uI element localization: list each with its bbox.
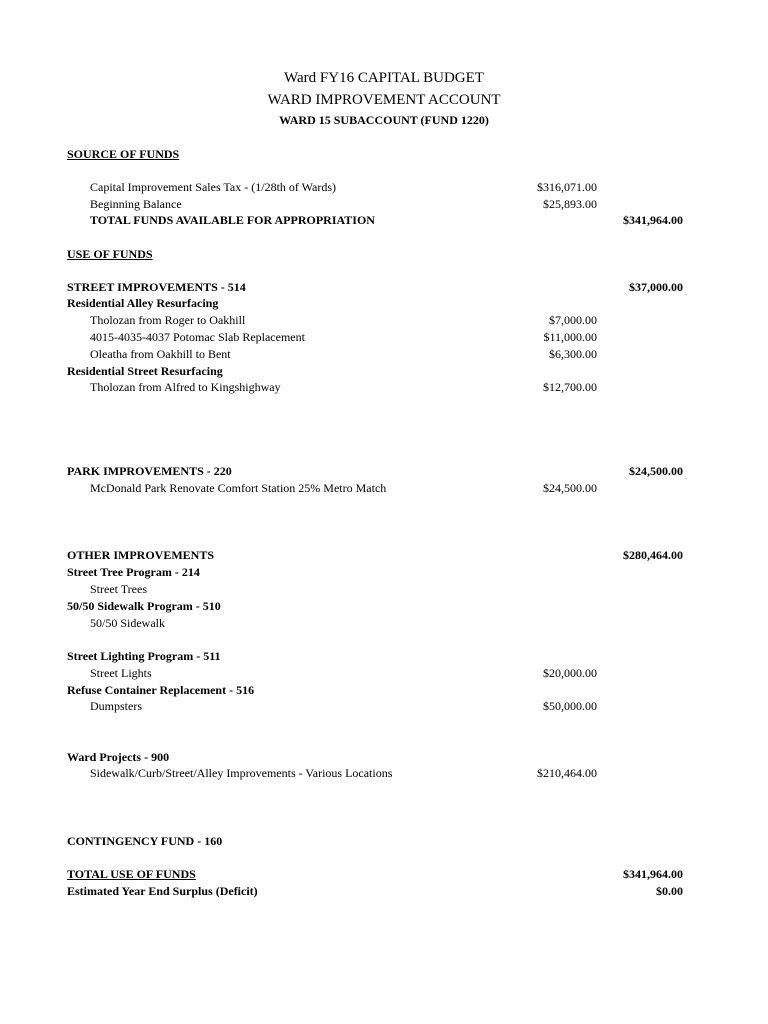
line-item-label: Tholozan from Alfred to Kingshighway bbox=[90, 380, 281, 394]
document-subtitle: WARD IMPROVEMENT ACCOUNT bbox=[267, 92, 501, 108]
line-item-label: Dumpsters bbox=[90, 699, 142, 713]
line-item-label: Street Lights bbox=[90, 666, 152, 680]
line-item-amount: $7,000.00 bbox=[549, 313, 597, 327]
refuse-program-row bbox=[0, 682, 768, 698]
document-title: Ward FY16 CAPITAL BUDGET bbox=[284, 70, 484, 86]
line-item bbox=[0, 765, 768, 781]
alley-resurfacing-heading: Residential Alley Resurfacing bbox=[67, 296, 219, 310]
source-row bbox=[0, 179, 768, 195]
line-item bbox=[0, 665, 768, 681]
park-improvements-row bbox=[0, 463, 768, 479]
line-item-amount: $20,000.00 bbox=[543, 666, 597, 680]
ward-projects-row bbox=[0, 749, 768, 765]
line-item-label: Street Trees bbox=[90, 582, 147, 596]
other-improvements-row bbox=[0, 547, 768, 563]
line-item-label: McDonald Park Renovate Comfort Station 25% Metro Match bbox=[90, 481, 387, 495]
source-row bbox=[0, 196, 768, 212]
line-item bbox=[0, 329, 768, 345]
line-item-amount: $24,500.00 bbox=[543, 481, 597, 495]
lighting-program-row bbox=[0, 648, 768, 664]
other-improvements-total: $280,464.00 bbox=[623, 548, 683, 562]
surplus-row bbox=[0, 883, 768, 899]
line-item bbox=[0, 379, 768, 395]
total-funds-row bbox=[0, 212, 768, 228]
total-use-amount: $341,964.00 bbox=[623, 867, 683, 881]
line-item-amount: $210,464.00 bbox=[537, 766, 597, 780]
line-item-label: 50/50 Sidewalk bbox=[90, 616, 165, 630]
use-of-funds-section bbox=[0, 246, 768, 262]
street-resurfacing-row bbox=[0, 363, 768, 379]
source-of-funds-section bbox=[0, 146, 768, 162]
line-item bbox=[0, 312, 768, 328]
line-item bbox=[0, 581, 768, 597]
line-item-label: Tholozan from Roger to Oakhill bbox=[90, 313, 246, 327]
total-funds-label: TOTAL FUNDS AVAILABLE FOR APPROPRIATION bbox=[90, 213, 375, 227]
tree-program-heading: Street Tree Program - 214 bbox=[67, 565, 200, 579]
line-item-amount: $6,300.00 bbox=[549, 347, 597, 361]
contingency-label: CONTINGENCY FUND - 160 bbox=[67, 834, 223, 848]
line-item-amount: $11,000.00 bbox=[543, 330, 597, 344]
line-item-label: Oleatha from Oakhill to Bent bbox=[90, 347, 231, 361]
line-item bbox=[0, 615, 768, 631]
refuse-program-heading: Refuse Container Replacement - 516 bbox=[67, 683, 255, 697]
ward-projects-heading: Ward Projects - 900 bbox=[67, 750, 170, 764]
street-resurfacing-heading: Residential Street Resurfacing bbox=[67, 364, 223, 378]
line-item bbox=[0, 346, 768, 362]
total-use-row bbox=[0, 866, 768, 882]
line-item-amount: $50,000.00 bbox=[543, 699, 597, 713]
line-item bbox=[0, 480, 768, 496]
street-improvements-label: STREET IMPROVEMENTS - 514 bbox=[67, 280, 246, 294]
tree-program-row bbox=[0, 564, 768, 580]
street-improvements-total: $37,000.00 bbox=[629, 280, 683, 294]
total-funds-amount: $341,964.00 bbox=[623, 213, 683, 227]
source-amount: $25,893.00 bbox=[543, 197, 597, 211]
surplus-label: Estimated Year End Surplus (Deficit) bbox=[67, 884, 258, 898]
source-amount: $316,071.00 bbox=[537, 180, 597, 194]
park-improvements-label: PARK IMPROVEMENTS - 220 bbox=[67, 464, 232, 478]
sidewalk-program-row bbox=[0, 598, 768, 614]
total-use-label: TOTAL USE OF FUNDS bbox=[67, 867, 196, 881]
use-of-funds-heading: USE OF FUNDS bbox=[67, 247, 153, 261]
source-of-funds-heading: SOURCE OF FUNDS bbox=[67, 147, 180, 161]
source-label: Capital Improvement Sales Tax - (1/28th of Wards) bbox=[90, 180, 337, 194]
street-improvements-row bbox=[0, 279, 768, 295]
alley-resurfacing-row bbox=[0, 295, 768, 311]
line-item-amount: $12,700.00 bbox=[543, 380, 597, 394]
line-item-label: Sidewalk/Curb/Street/Alley Improvements - Various Locations bbox=[90, 766, 393, 780]
park-improvements-total: $24,500.00 bbox=[629, 464, 683, 478]
source-label: Beginning Balance bbox=[90, 197, 182, 211]
subaccount-title: WARD 15 SUBACCOUNT (FUND 1220) bbox=[279, 113, 489, 127]
sidewalk-program-heading: 50/50 Sidewalk Program - 510 bbox=[67, 599, 221, 613]
contingency-row bbox=[0, 833, 768, 849]
other-improvements-label: OTHER IMPROVEMENTS bbox=[67, 548, 215, 562]
line-item-label: 4015-4035-4037 Potomac Slab Replacement bbox=[90, 330, 305, 344]
lighting-program-heading: Street Lighting Program - 511 bbox=[67, 649, 221, 663]
line-item bbox=[0, 698, 768, 714]
surplus-amount: $0.00 bbox=[656, 884, 683, 898]
